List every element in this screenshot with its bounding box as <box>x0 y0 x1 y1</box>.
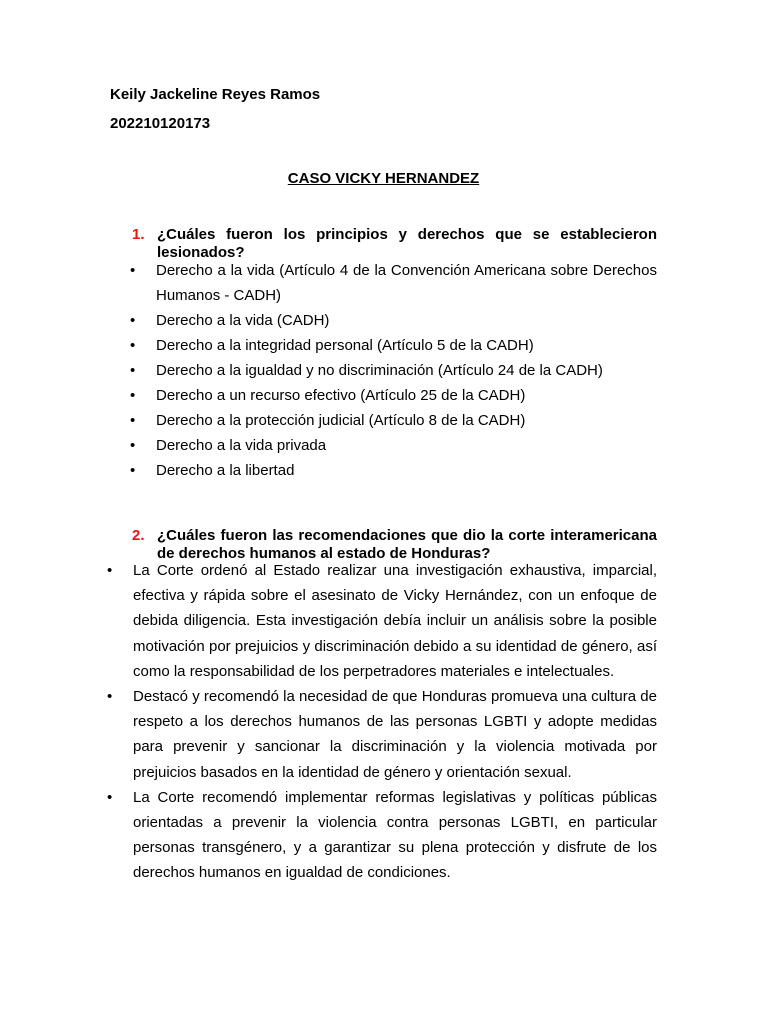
list-item <box>0 333 657 358</box>
author-name: Keily Jackeline Reyes Ramos <box>110 86 321 103</box>
question-2-number: 2. <box>132 527 145 544</box>
bullet-icon: • <box>130 412 136 429</box>
list-item <box>0 308 657 333</box>
list-item <box>0 433 657 458</box>
list-item-text: La Corte recomendó implementar reformas legislativas y políticas públicas orientadas a prevenir la violencia contra personas LGBTI, en particular personas transgénero, y a garantizar su plena protección y disfrute de los derechos humanos en igualdad de condiciones. <box>133 788 657 882</box>
list-item <box>0 408 657 433</box>
list-item-text: La Corte ordenó al Estado realizar una investigación exhaustiva, imparcial, efectiva y rápida sobre el asesinato de Vicky Hernández, con un enfoque de debida diligencia. Esta investigación debía incluir un análisis sobre la posible motivación por prejuicios y discriminación debido a su identidad de género, así como la responsabilidad de los perpetradores materiales e intelectuales. <box>133 562 657 680</box>
list-item <box>0 383 657 408</box>
list-item <box>0 684 657 785</box>
bullet-icon: • <box>130 362 136 379</box>
recommendations-list <box>0 558 768 886</box>
list-item <box>0 458 657 483</box>
list-item-text: Derecho a la vida (CADH) <box>156 312 330 329</box>
rights-list <box>0 258 768 483</box>
question-1-text: ¿Cuáles fueron los principios y derechos que se establecieron lesionados? <box>157 226 657 261</box>
list-item <box>0 358 657 383</box>
document-title: CASO VICKY HERNANDEZ <box>287 170 480 187</box>
question-1-number: 1. <box>132 226 145 243</box>
list-item-text: Derecho a la vida privada <box>156 437 327 454</box>
author-id: 202210120173 <box>110 115 211 132</box>
bullet-icon: • <box>107 788 113 806</box>
bullet-icon: • <box>130 337 136 354</box>
list-item-text: Derecho a la igualdad y no discriminación (Artículo 24 de la CADH) <box>156 362 603 379</box>
bullet-icon: • <box>130 462 136 479</box>
question-2-text: ¿Cuáles fueron las recomendaciones que dio la corte interamericana de derechos humanos al estado de Honduras? <box>157 527 657 562</box>
list-item-text: Derecho a la vida (Artículo 4 de la Convención Americana sobre Derechos Humanos - CADH) <box>156 262 657 304</box>
list-item-text: Derecho a un recurso efectivo (Artículo 25 de la CADH) <box>156 387 526 404</box>
list-item-text: Derecho a la protección judicial (Artículo 8 de la CADH) <box>156 412 526 429</box>
bullet-icon: • <box>107 688 113 706</box>
list-item <box>0 258 657 308</box>
bullet-icon: • <box>130 437 136 454</box>
list-item-text: Destacó y recomendó la necesidad de que Honduras promueva una cultura de respeto a los derechos humanos de las personas LGBTI y adopte medidas para prevenir y sancionar la discriminación y la violencia motivada por prejuicios basados en la identidad de género y orientación sexual. <box>133 688 657 781</box>
list-item-text: Derecho a la integridad personal (Artículo 5 de la CADH) <box>156 337 534 354</box>
bullet-icon: • <box>130 387 136 404</box>
list-item-text: Derecho a la libertad <box>156 462 295 479</box>
bullet-icon: • <box>130 312 136 329</box>
list-item <box>0 558 657 684</box>
bullet-icon: • <box>130 262 136 279</box>
bullet-icon: • <box>107 562 113 579</box>
list-item <box>0 785 657 886</box>
